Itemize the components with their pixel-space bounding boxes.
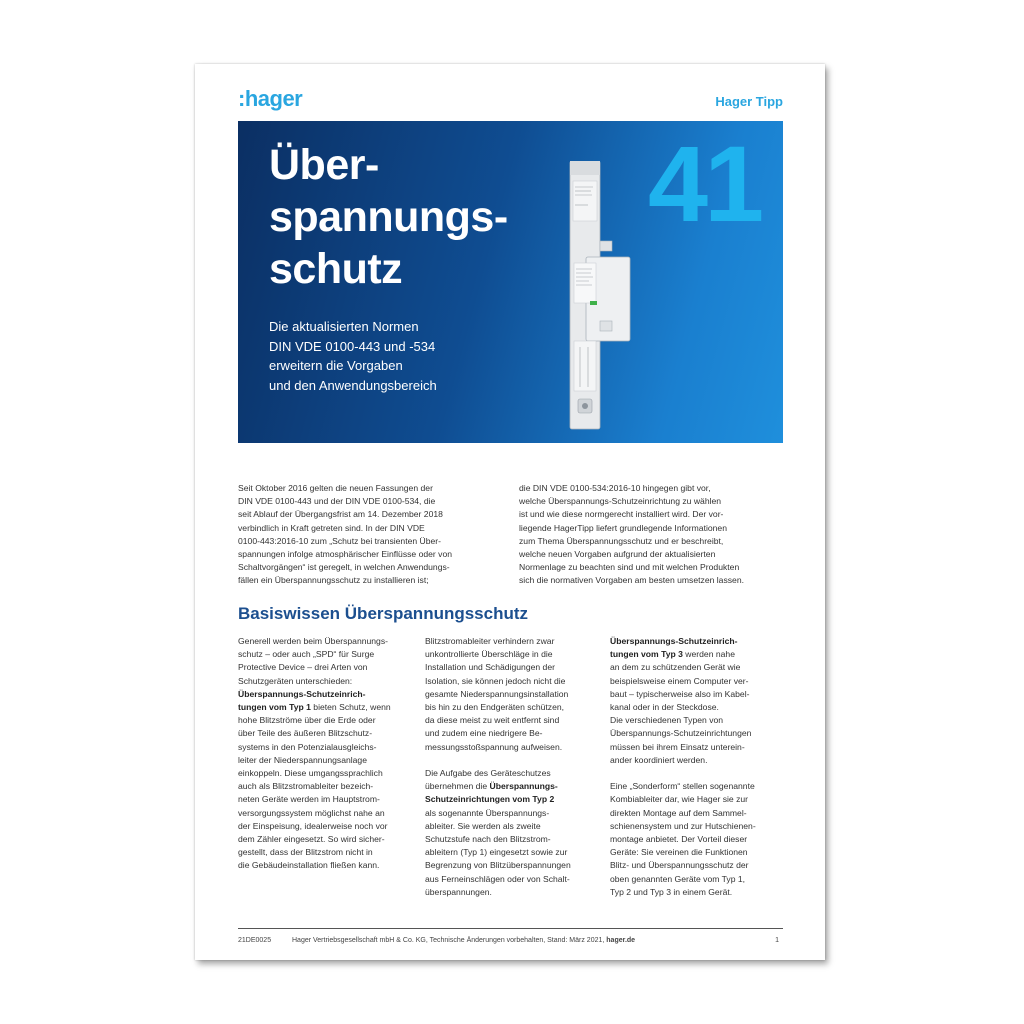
page-number: 1 <box>775 937 779 944</box>
text-line: baut – typischerweise also im Kabel- <box>610 688 750 699</box>
text-line: Die Aufgabe des Geräteschutzes <box>425 768 551 779</box>
text-line: aus Ferneinschlägen oder von Schalt- <box>425 873 570 884</box>
text-line: oben genannten Geräte vom Typ 1, <box>610 873 746 884</box>
intro-right-column <box>519 482 744 588</box>
surge-protection-device-image <box>558 161 638 431</box>
text-line <box>610 635 756 648</box>
section-heading: Basiswissen Überspannungsschutz <box>238 604 529 623</box>
body-column-3 <box>610 635 756 899</box>
text-line: direkten Montage auf dem Sammel- <box>610 807 747 818</box>
document-page <box>195 64 825 960</box>
text-line: kanal oder in der Steckdose. <box>610 702 719 713</box>
text-line: Überspannungs-Schutzeinrichtungen <box>610 728 752 739</box>
text-line: welche neuen Vorgaben aufgrund der aktualisierten <box>519 549 716 560</box>
text-line: versorgungssystem möglichst nahe an <box>238 807 385 818</box>
text-line: leiter der Niederspannungsanlage <box>238 754 367 765</box>
text-line <box>425 793 571 806</box>
bold-term: Überspannungs-Schutzeinrich- <box>610 636 738 646</box>
text-line: Kombiableiter dar, wie Hager sie zur <box>610 794 749 805</box>
text-line: Schutzstufe nach den Blitzstrom- <box>425 834 551 845</box>
bold-term: tungen vom Typ 3 <box>610 649 683 660</box>
text-line: unkontrollierte Überschläge in die <box>425 649 553 660</box>
text-line: gestellt, dass der Blitzstrom nicht in <box>238 847 373 858</box>
paragraph-gap <box>610 767 756 780</box>
text-line: überspannungen. <box>425 886 492 897</box>
text-line: neten Geräte werden im Hauptstrom- <box>238 794 380 805</box>
body-column-1 <box>238 635 391 873</box>
text-line: bis hin zu den Endgeräten schützen, <box>425 702 565 713</box>
hero-subtitle-line: erweitern die Vorgaben <box>269 358 403 373</box>
text-line: gesamte Niederspannungsinstallation <box>425 688 569 699</box>
text-line <box>425 780 571 793</box>
text-line: DIN VDE 0100-443 und der DIN VDE 0100-534, die <box>238 496 436 507</box>
bold-term: Überspannungs- <box>489 781 558 792</box>
hero-subtitle-line: Die aktualisierten Normen <box>269 319 419 334</box>
text-line: liegende HagerTipp liefert grundlegende Informationen <box>519 522 727 533</box>
text-line: an dem zu schützenden Gerät wie <box>610 662 741 673</box>
text-line: die Gebäudeinstallation fließen kann. <box>238 860 380 871</box>
intro-left-column <box>238 482 452 588</box>
text-line: Eine „Sonderform“ stellen sogenannte <box>610 781 755 792</box>
text-line: ableiter. Sie werden als zweite <box>425 820 541 831</box>
text-line: messungsstoßspannung aufweisen. <box>425 741 563 752</box>
text-line: einkoppeln. Diese umgangssprachlich <box>238 768 383 779</box>
text-line: ander koordiniert werden. <box>610 754 708 765</box>
text-line: schienensystem und zur Hutschienen- <box>610 820 756 831</box>
text-fragment: übernehmen die <box>425 781 490 792</box>
text-line <box>238 701 391 714</box>
text-line: Blitz- und Überspannungsschutz der <box>610 860 749 871</box>
text-line: der Einspeisung, idealerweise noch vor <box>238 820 388 831</box>
hero-title <box>269 139 508 295</box>
body-column-2 <box>425 635 571 899</box>
text-line: hohe Blitzströme über die Erde oder <box>238 715 376 726</box>
text-line: Protective Device – drei Arten von <box>238 662 368 673</box>
text-line: die DIN VDE 0100-534:2016-10 hingegen gibt vor, <box>519 483 711 493</box>
bold-term: Schutzeinrichtungen vom Typ 2 <box>425 794 555 805</box>
text-line: und zudem eine niedrigere Be- <box>425 728 543 739</box>
text-line: Generell werden beim Überspannungs- <box>238 636 388 646</box>
text-line: über Teile des äußeren Blitzschutz- <box>238 728 373 739</box>
bold-term: tungen vom Typ 1 <box>238 702 311 713</box>
text-line: ableitern (Typ 1) eingesetzt sowie zur <box>425 847 568 858</box>
hero-title-line: schutz <box>269 245 403 293</box>
hero-title-line: spannungs- <box>269 193 508 241</box>
text-line: Typ 2 und Typ 3 in einem Gerät. <box>610 886 733 897</box>
text-line <box>610 648 756 661</box>
text-line: dem Zähler eingesetzt. So wird sicher- <box>238 834 385 845</box>
text-line: Normenlage zu beachten sind und mit welchen Produkten <box>519 562 740 573</box>
hager-tipp-label: Hager Tipp <box>715 94 783 109</box>
text-line: Seit Oktober 2016 gelten die neuen Fassungen der <box>238 483 433 493</box>
text-line: welche Überspannungs-Schutzeinrichtung zu wählen <box>519 496 722 507</box>
hero-subtitle-line: und den Anwendungsbereich <box>269 377 437 393</box>
footer-company: Hager Vertriebsgesellschaft mbH & Co. KG, Technische Änderungen vorbehalten, Stand: März 2021, <box>292 937 607 944</box>
text-line: auch als Blitzstromableiter bezeich- <box>238 781 374 792</box>
tip-number: 41 <box>648 123 761 244</box>
text-line: verbindlich in Kraft getreten sind. In der DIN VDE <box>238 522 425 533</box>
document-code: 21DE0025 <box>238 937 272 944</box>
text-line: Geräte: Sie vereinen die Funktionen <box>610 847 748 858</box>
text-line: systems in den Potenzialausgleichs- <box>238 741 377 752</box>
text-line: Installation und Schädigungen der <box>425 662 555 673</box>
text-line: beispielsweise einem Computer ver- <box>610 675 749 686</box>
hero-banner <box>238 121 783 443</box>
hero-title-line: Über- <box>269 141 379 189</box>
text-line: fällen ein Überspannungsschutz zu installieren ist; <box>238 575 429 586</box>
text-line: als sogenannte Überspannungs- <box>425 807 550 818</box>
hager-logo: :hager <box>238 86 303 111</box>
text-line: Die verschiedenen Typen von <box>610 715 724 726</box>
text-line: Begrenzung von Blitzüberspannungen <box>425 860 571 871</box>
footer-divider <box>238 928 783 929</box>
footer-text <box>292 937 635 944</box>
text-fragment: bieten Schutz, wenn <box>310 702 391 713</box>
paragraph-gap <box>425 754 571 767</box>
text-line: montage anbietet. Der Vorteil dieser <box>610 834 748 845</box>
text-line: spannungen infolge atmosphärischer Einflüsse oder von <box>238 549 453 560</box>
text-line: seit Ablauf der Übergangsfrist am 14. Dezember 2018 <box>238 509 443 520</box>
bold-term: Überspannungs-Schutzeinrich- <box>238 688 366 699</box>
text-line: schutz – oder auch „SPD“ für Surge <box>238 649 375 660</box>
text-line: Schutzgeräten unterschieden: <box>238 675 353 686</box>
text-line: Schaltvorgängen“ ist geregelt, in welchen Anwendungs- <box>238 562 450 573</box>
hero-subtitle <box>269 317 437 395</box>
text-line: Blitzstromableiter verhindern zwar <box>425 636 555 646</box>
website-link[interactable]: hager.de <box>606 937 636 944</box>
text-line: da diese meist zu weit entfernt sind <box>425 715 560 726</box>
hero-subtitle-line: DIN VDE 0100-443 und -534 <box>269 338 436 354</box>
text-line: 0100-443:2016-10 zum „Schutz bei transienten Über- <box>238 535 442 546</box>
text-line <box>238 688 391 701</box>
text-line: zum Thema Überspannungsschutz und er beschreibt, <box>519 535 724 546</box>
text-line: Isolation, sie können jedoch nicht die <box>425 675 566 686</box>
text-line: ist und wie diese normgerecht installiert wird. Der vor- <box>519 509 724 520</box>
text-line: müssen bei ihrem Einsatz unterein- <box>610 741 745 752</box>
text-fragment: werden nahe <box>682 649 735 660</box>
text-line: sich die normativen Vorgaben am besten umsetzen lassen. <box>519 575 744 586</box>
